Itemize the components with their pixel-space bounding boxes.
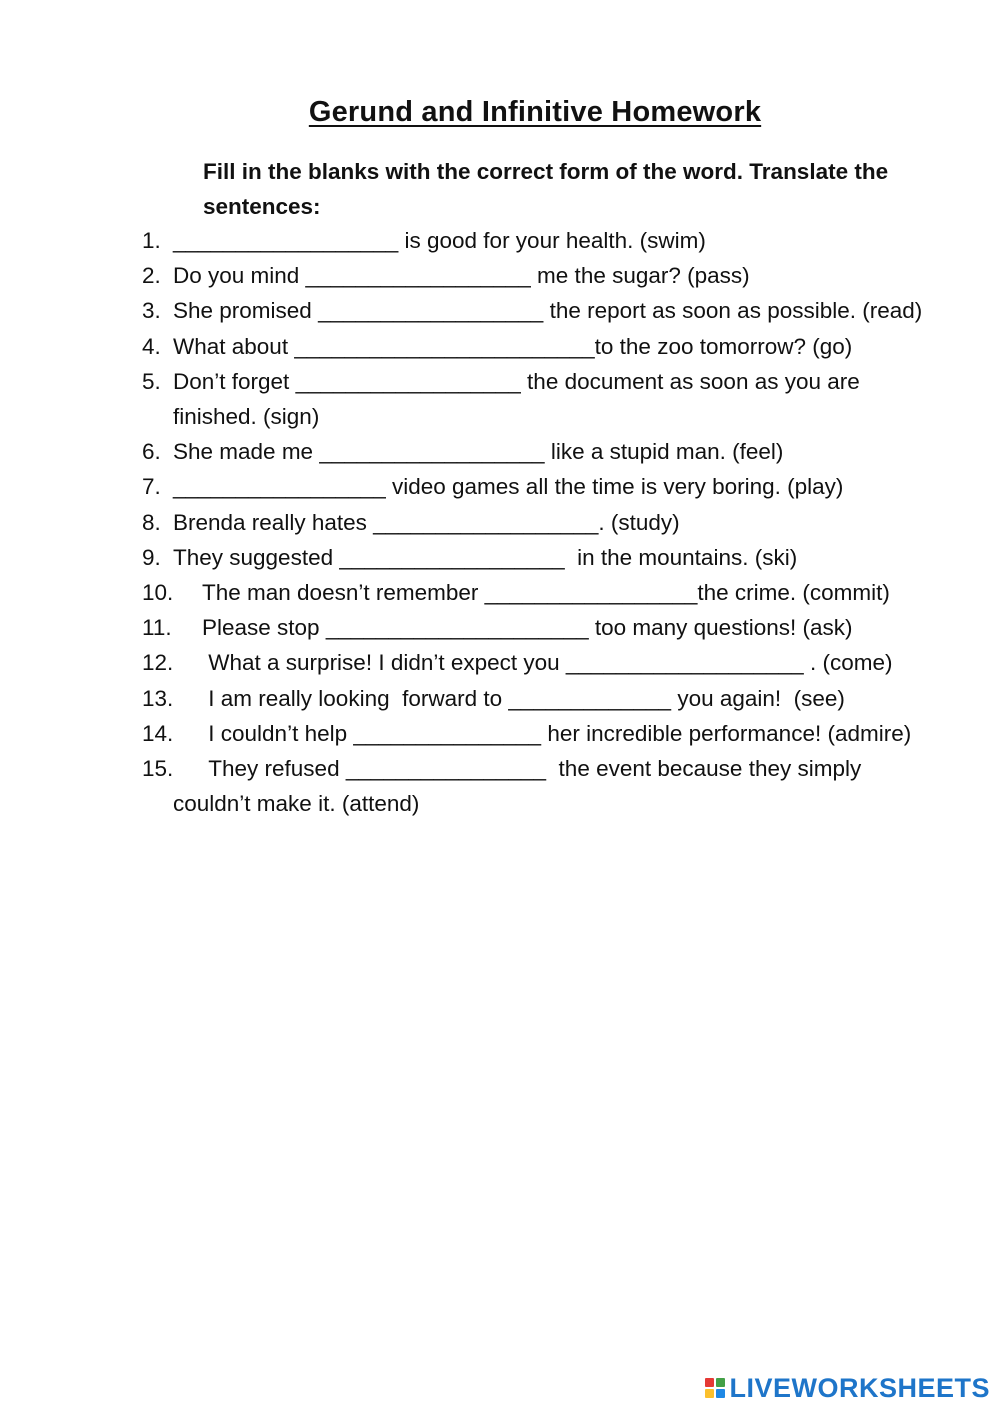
question-number: 4.: [142, 333, 161, 359]
question-list: [142, 223, 932, 821]
logo-text: LIVEWORKSHEETS: [729, 1372, 990, 1403]
question-text: I couldn’t help _______________ her incredible performance! (admire): [202, 720, 912, 746]
question-item: [142, 364, 932, 434]
question-item: [142, 258, 932, 293]
question-text: She promised __________________ the report as soon as possible. (read): [173, 298, 923, 324]
question-text: _________________ video games all the time is very boring. (play): [173, 474, 844, 500]
question-text: She made me __________________ like a stupid man. (feel): [173, 439, 784, 465]
question-text: What about ________________________to the zoo tomorrow? (go): [173, 333, 853, 359]
question-text: Don’t forget __________________ the document as soon as you are finished. (sign): [173, 368, 867, 430]
logo-block-red: [705, 1378, 714, 1387]
question-number: 9.: [142, 544, 161, 570]
question-text: I am really looking forward to _____________ you again! (see): [202, 685, 845, 711]
instructions: Fill in the blanks with the correct form of the word. Translate the sentences:: [203, 159, 889, 219]
question-text: The man doesn’t remember _________________the crime. (commit): [202, 580, 890, 606]
question-item: [142, 540, 932, 575]
liveworksheets-logo[interactable]: [705, 1371, 990, 1405]
question-number: 15.: [142, 756, 174, 782]
question-item: [142, 610, 932, 645]
question-text: Brenda really hates __________________. (study): [173, 509, 680, 535]
logo-block-yellow: [705, 1389, 714, 1398]
question-item: [142, 575, 932, 610]
question-number: 12.: [142, 650, 174, 676]
question-text: What a surprise! I didn’t expect you ___________________ . (come): [202, 650, 893, 676]
question-text: They refused ________________ the event because they simply couldn’t make it. (attend): [173, 756, 868, 817]
question-item: [142, 505, 932, 540]
question-number: 14.: [142, 720, 174, 746]
question-text: Do you mind __________________ me the sugar? (pass): [173, 263, 750, 289]
question-item: [142, 434, 932, 469]
question-item: [142, 681, 932, 716]
logo-blocks-icon: [705, 1378, 725, 1398]
question-number: 3.: [142, 298, 161, 324]
worksheet-title: Gerund and Infinitive Homework: [308, 96, 762, 128]
question-number: 11.: [142, 615, 172, 641]
question-text: Please stop _____________________ too many questions! (ask): [202, 615, 853, 641]
logo-block-green: [716, 1378, 725, 1387]
question-item: [142, 329, 932, 364]
question-item: [142, 223, 932, 258]
question-number: 10.: [142, 580, 174, 606]
question-item: [142, 716, 932, 751]
question-text: __________________ is good for your health. (swim): [173, 228, 706, 253]
question-number: 2.: [142, 263, 161, 289]
question-item: [142, 293, 932, 328]
logo-block-blue: [716, 1389, 725, 1398]
question-number: 5.: [142, 368, 161, 394]
question-number: 1.: [142, 228, 161, 253]
question-text: They suggested __________________ in the mountains. (ski): [173, 544, 798, 570]
question-item: [142, 469, 932, 504]
question-item: [142, 645, 932, 680]
question-number: 7.: [142, 474, 161, 500]
question-number: 6.: [142, 439, 161, 465]
question-item: [142, 751, 932, 821]
question-number: 13.: [142, 685, 174, 711]
question-number: 8.: [142, 509, 161, 535]
